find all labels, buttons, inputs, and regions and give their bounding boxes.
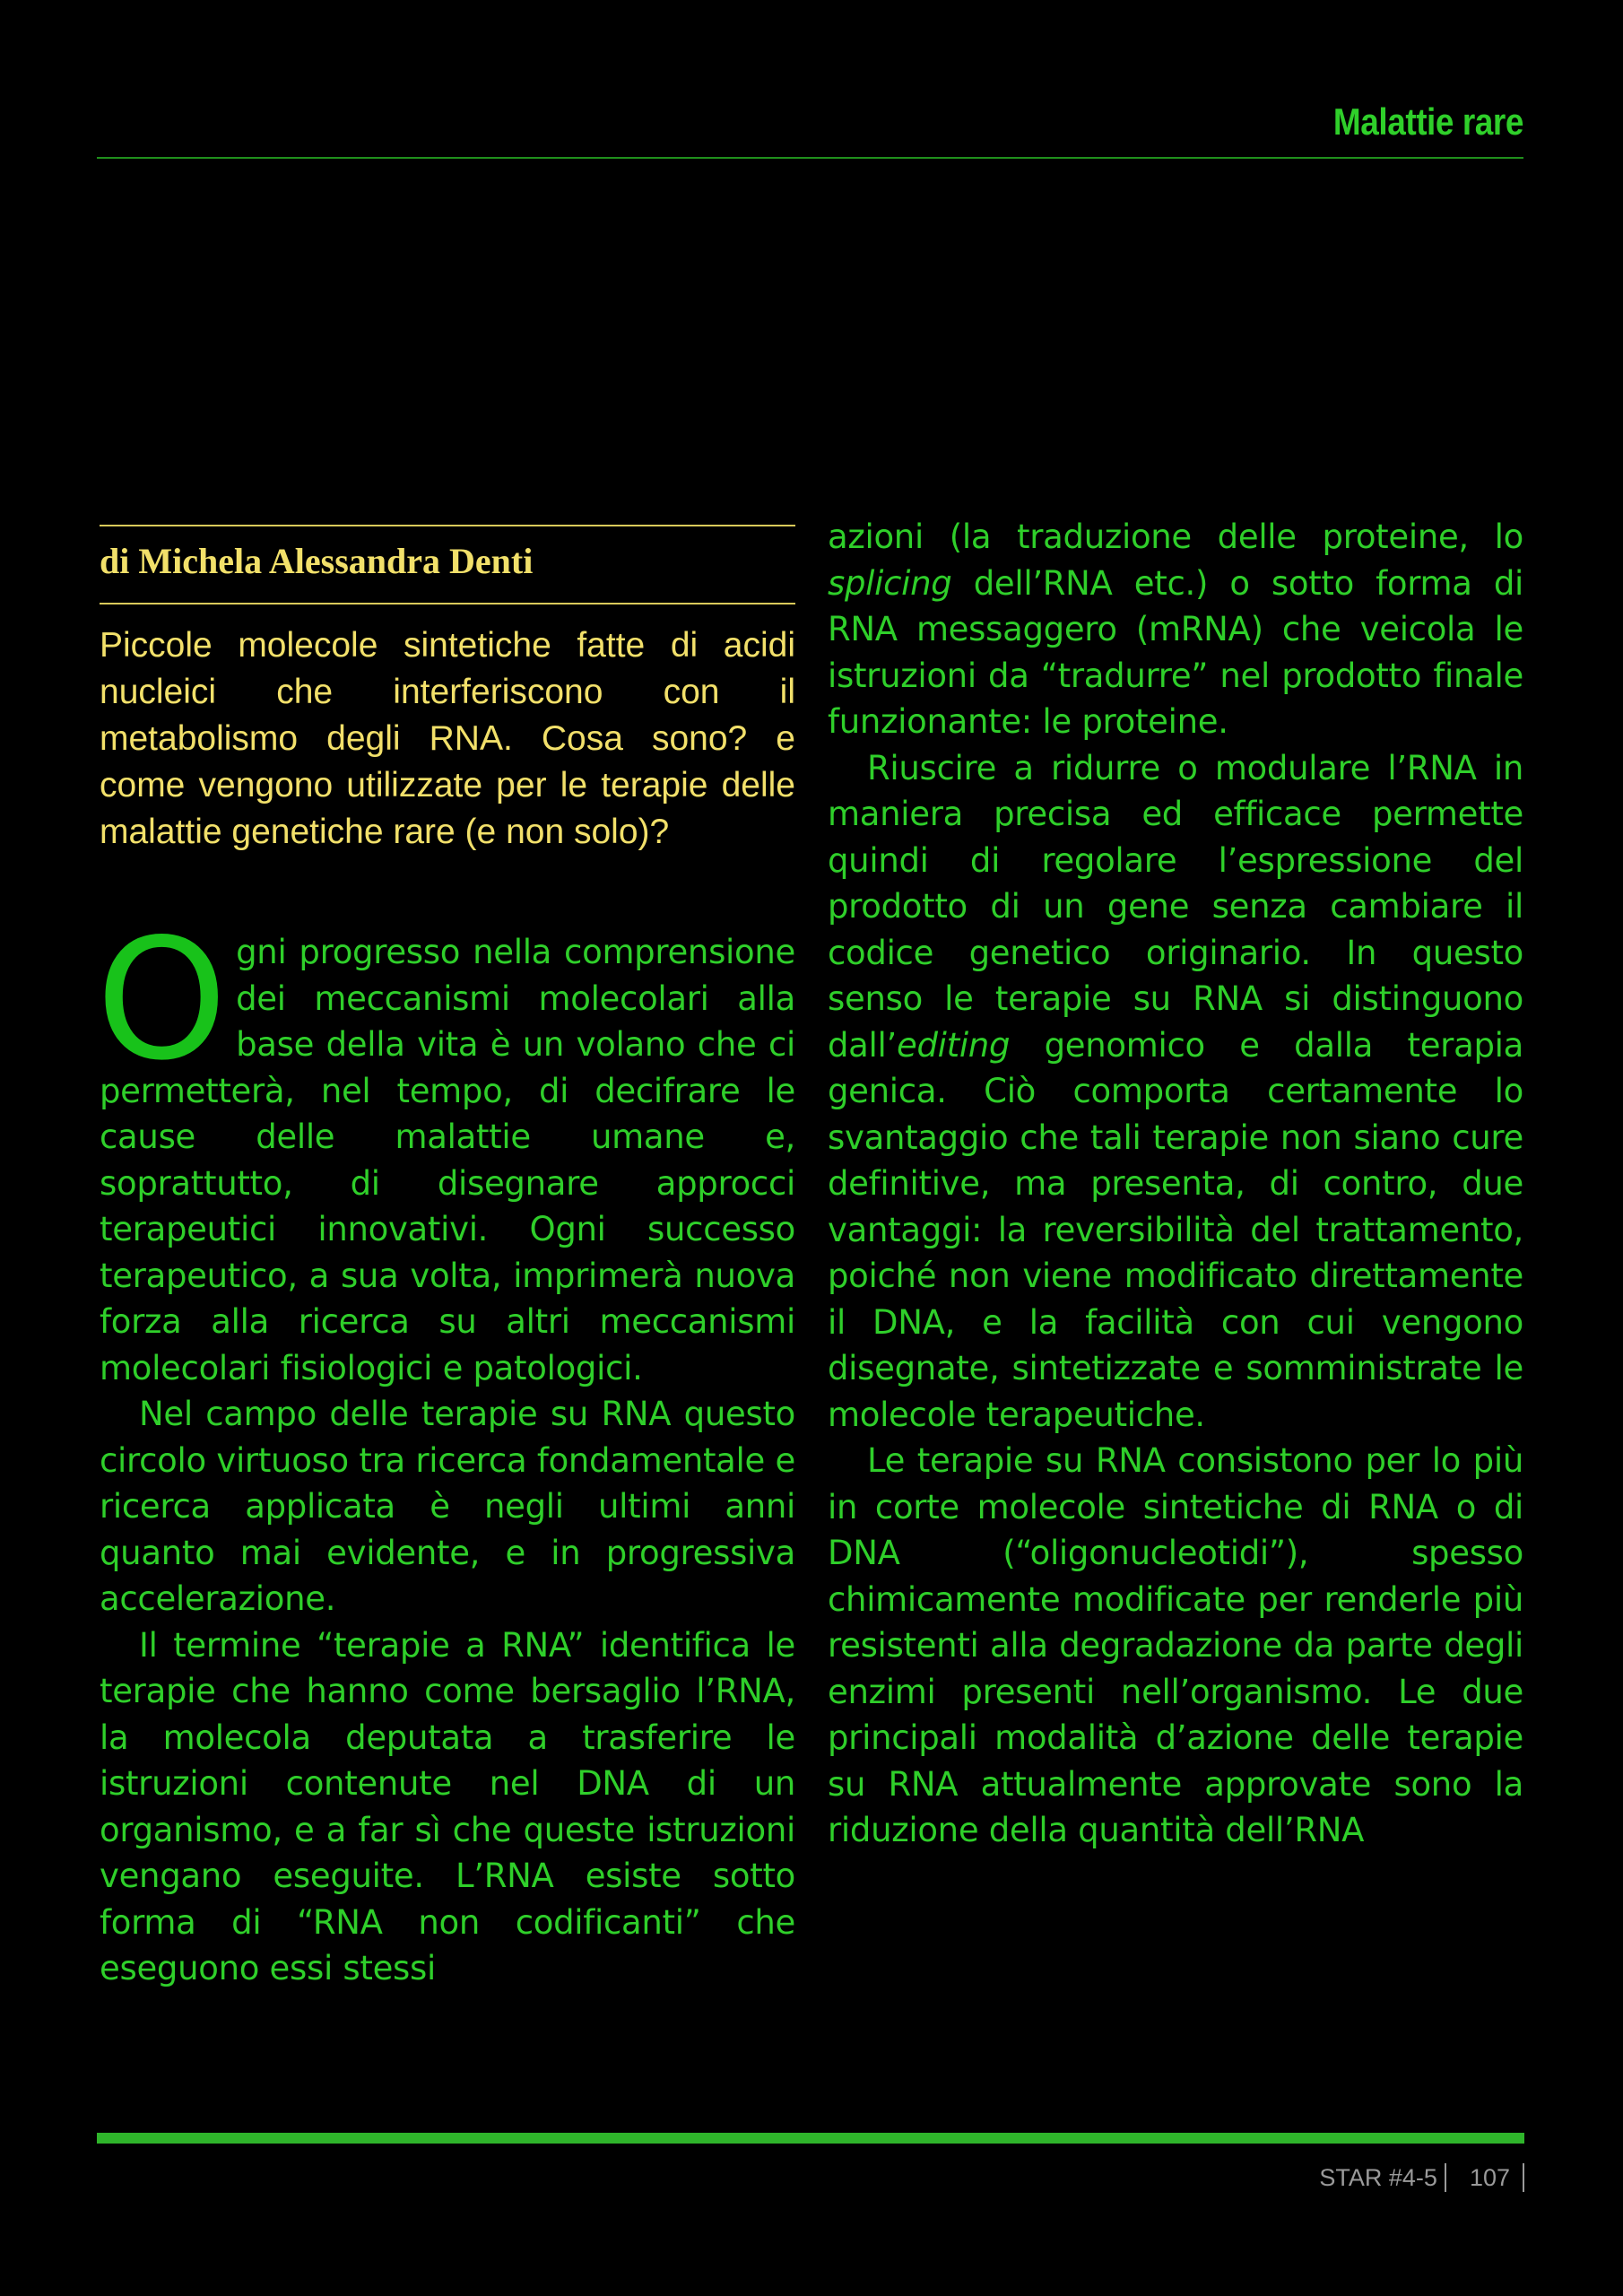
drop-cap: O bbox=[96, 902, 228, 1097]
paragraph-4-text-b: dell’RNA etc.) o sotto forma di RNA messaggero (mRNA) che veicola le istruzioni da “tradurre” nel prodotto finale funzionante: le proteine. bbox=[828, 563, 1523, 741]
page-footer bbox=[1319, 2160, 1524, 2196]
author-byline: di Michela Alessandra Denti bbox=[100, 541, 534, 581]
paragraph-5 bbox=[828, 745, 1523, 1439]
section-title: Malattie rare bbox=[1332, 100, 1523, 143]
paragraph-4-emphasis: splicing bbox=[828, 563, 952, 603]
header-rule bbox=[97, 157, 1523, 159]
paragraph-4 bbox=[828, 514, 1523, 745]
paragraph-6: Le terapie su RNA consistono per lo più in corte molecole sintetiche di RNA o di DNA (“oligonucleotidi”), spesso chimicamente modificate per renderle più resistenti alla degradazione da parte degli enzimi presenti nell’organismo. Le due principali modalità d’azione delle terapie su RNA attualmente approvate sono la riduzione della quantità dell’RNA bbox=[828, 1441, 1523, 1849]
footer-separator bbox=[1445, 2163, 1446, 2192]
footer-separator-end bbox=[1523, 2163, 1524, 2192]
left-column bbox=[96, 902, 795, 1992]
paragraph-5-emphasis: editing bbox=[896, 1025, 1011, 1065]
magazine-issue: STAR #4-5 bbox=[1319, 2163, 1437, 2191]
lead-paragraph: Piccole molecole sintetiche fatte di acidi nucleici che interferiscono con il metabolismo degli RNA. Cosa sono? e come vengono utilizzate per le terapie delle malattie genetiche rare (e non solo)? bbox=[100, 626, 795, 851]
footer-bar bbox=[97, 2133, 1524, 2144]
paragraph-2: Nel campo delle terapie su RNA questo circolo virtuoso tra ricerca fondamentale e ricerca applicata è negli ultimi anni quanto mai evidente, e in progressiva accelerazione. bbox=[100, 1395, 795, 1618]
paragraph-1 bbox=[96, 902, 795, 1391]
page-number: 107 bbox=[1469, 2163, 1510, 2191]
right-column bbox=[828, 514, 1523, 1854]
paragraph-5-text-b: genomico e dalla terapia genica. Ciò comporta certamente lo svantaggio che tali terapie non siano cure definitive, ma presenta, di contro, due vantaggi: la reversibilità del trattamento, poiché non viene modificato direttamente il DNA, e la facilità con cui vengono disegnate, sintetizzate e somministrate le molecole terapeutiche. bbox=[828, 1025, 1523, 1434]
author-rule-bottom bbox=[100, 603, 795, 604]
paragraph-1-text: gni progresso nella comprensione dei meccanismi molecolari alla base della vita è un volano che ci permetterà, nel tempo, di decifrare le cause delle malattie umane e, soprattutto, di disegnare approcci terapeutici innovativi. Ogni successo terapeutico, a sua volta, imprimerà nuova forza alla ricerca su altri meccanismi molecolari fisiologici e patologici. bbox=[100, 933, 795, 1387]
paragraph-3: Il termine “terapie a RNA” identifica le terapie che hanno come bersaglio l’RNA, la molecola deputata a trasferire le istruzioni contenute nel DNA di un organismo, e a far sì che queste istruzioni vengano eseguite. L’RNA esiste sotto forma di “RNA non codificanti” che eseguono essi stessi bbox=[100, 1625, 795, 1987]
paragraph-5-text-a: Riuscire a ridurre o modulare l’RNA in maniera precisa ed efficace permette quindi di regolare l’espressione del prodotto di un gene senza cambiare il codice genetico originario. In questo senso le terapie su RNA si distinguono dall’ bbox=[828, 748, 1523, 1065]
author-rule-top bbox=[100, 525, 795, 526]
paragraph-4-text-a: azioni (la traduzione delle proteine, lo bbox=[828, 517, 1523, 556]
